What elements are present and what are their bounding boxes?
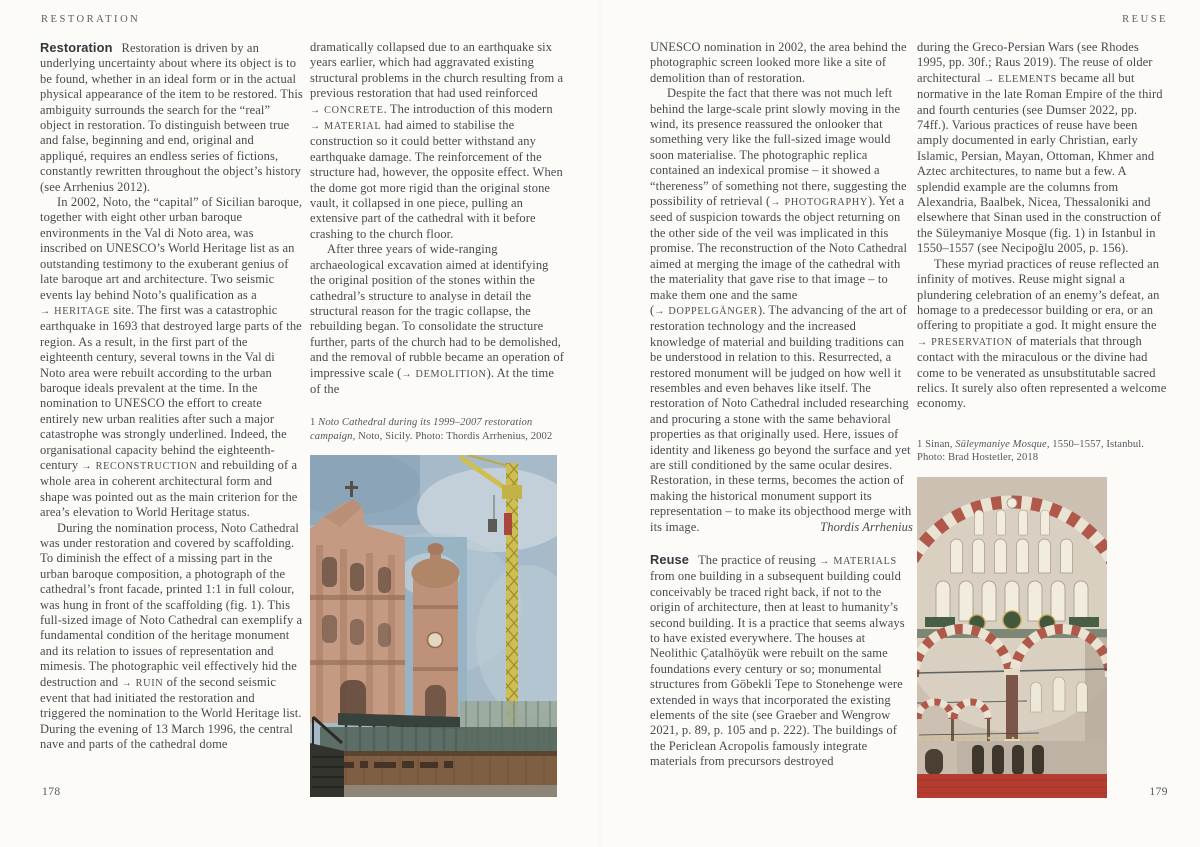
page-number-178: 178 xyxy=(42,786,61,798)
author-signature: Thordis Arrhenius xyxy=(820,519,913,534)
entry-paragraph: Restoration Restoration is driven by an underlying uncertainty about where its object is to be found, whether in an ideal form or in the actual physical appearance of the item to be restored. This ambiguity surrounds the search for the “real” object in restoration. To distinguish between true and false, beginning and end, original and appliqué, requires an endless series of fictions, constantly rewritten throughout the object’s history (see Arrhenius 2012). xyxy=(40,40,303,194)
paragraph: dramatically collapsed due to an earthquake six years earlier, which had aggravated existing structural problems in the church resulting from a previous restoration that had used reinforced → CONCRETE. The introduction of this modern → MATERIAL had aimed to stabilise the construction so it could better withstand any earthquake damage. The reinforcement of the structure had, however, the opposite effect. When the dome got more rigid than the original stone vault, it collapsed in one piece, pulling an extensive part of the cathedral with it before crashing to the church floor. xyxy=(310,40,564,241)
text-column-3 xyxy=(650,40,913,770)
suleymaniye-mosque-photo xyxy=(917,477,1170,798)
cross-reference: → PHOTOGRAPHY xyxy=(770,197,868,209)
cross-reference: → MATERIAL xyxy=(310,121,382,133)
figure-caption-suleymaniye: 1 Sinan, Süleymaniye Mosque, 1550–1557, Istanbul. Photo: Brad Hostetler, 2018 xyxy=(917,438,1145,464)
cross-reference: → HERITAGE xyxy=(40,305,110,317)
paragraph: These myriad practices of reuse reflected an infinity of motives. Reuse might signal a plundering celebration of an enemy’s defeat, an homage to a predecessor building or era, or an offering to propitiate a god. It might ensure the → PRESERVATION of materials that through contact with the miraculous or the divine had come to be venerated as unsubstitutable sacred relics. It surely also often represented a welcome economy. xyxy=(917,256,1167,411)
paragraph: In 2002, Noto, the “capital” of Sicilian baroque, together with eight other urban baroque environments in the Val di Noto area, was inscribed on UNESCO’s World Heritage list as an outstanding testimony to the exuberant genius of late baroque art and architecture. Two seismic events lay behind Noto’s qualification as a → HERITAGE site. The first was a catastrophic earthquake in 1693 that destroyed large parts of the region. As a result, in the first part of the eighteenth century, several towns in the Val di Noto area were rebuilt according to the urban baroque ideals prevalent at the time. In the nomination to UNESCO the effort to create entirely new urban realities after such a major catastrophe was strongly underlined. Indeed, the organisational capacity behind the eighteenth-century → RECONSTRUCTION and rebuilding of a whole area in coherent architectural form and shape was pointed out as the main criterion for the area’s elevation to World Heritage status. xyxy=(40,195,303,520)
cross-reference: → ELEMENTS xyxy=(983,73,1058,85)
page-gutter xyxy=(598,0,602,847)
running-head-reuse: REUSE xyxy=(1122,14,1168,25)
paragraph: During the nomination process, Noto Cathedral was under restoration and covered by scaffolding. To diminish the effect of a missing part in the urban baroque composition, a photograph of the cathedral’s front facade, printed 1:1 in full colour, was hung in front of the scaffolding (fig. 1). This full-sized image of Noto Cathedral can exemplify a fundamental condition of the heritage monument and its relation to issues of representation and mimesis. The photographic veil effectively hid the destruction and → RUIN of the second seismic event that had initiated the restoration and triggered the nomination to the World Heritage list. During the evening of 13 March 1996, the central nave and parts of the cathedral dome xyxy=(40,520,303,752)
cross-reference: → MATERIALS xyxy=(819,556,897,567)
paragraph: After three years of wide-ranging archaeological excavation aimed at identifying the original position of the stones within the cathedral’s structure to analyse in detail the structural reason for the tragic collapse, the rebuilding began. To consolidate the structure further, parts of the church had to be demolished, and the removal of rubble became an operation of impressive scale (→ DEMOLITION). At the time of the xyxy=(310,242,564,396)
cross-reference: → RUIN xyxy=(121,677,164,689)
figure-caption-noto: 1 Noto Cathedral during its 1999–2007 restoration campaign, Noto, Sicily. Photo: Thordis Arrhenius, 2002 xyxy=(310,417,553,442)
entry-headword: Reuse xyxy=(650,552,690,567)
entry-paragraph: Reuse The practice of reusing → MATERIALS from one building in a subsequent building could conceivably be traced right back, if not to the origin of architecture, then at least to humanity’s second building. It is a practice that seems always to have existed everywhere. The houses at Neolithic Çatalhöyük were rebuilt on the same foundations every century or so; monumental structures from Göbekli Tepe to Stonehenge were extended in ways that incorporated the existing elements of the site (see Graeber and Wengrow 2021, p. 89, p. 105 and p. 222). The buildings of the Periclean Acropolis famously integrate materials from precursors destroyed xyxy=(650,552,905,769)
noto-cathedral-photo xyxy=(310,455,566,797)
running-head-restoration: RESTORATION xyxy=(41,14,141,25)
cross-reference: → DOPPELGÄNGER xyxy=(654,305,758,317)
text-column-1 xyxy=(40,40,303,753)
cross-reference: → CONCRETE xyxy=(310,104,384,116)
paragraph: Despite the fact that there was not much left behind the large-scale print slowly moving in the wind, its presence reassured the onlooker that something very like the full-sized image would soon materialise. The photographic replica contained an indexical promise – it showed a “thereness” of something not there, suggesting the possibility of retrieval (→ PHOTOGRAPHY). Yet a seed of suspicion towards the object returning on the other side of the veil was implicated in this promise. The reconstruction of the Noto Cathedral aimed at merging the image of the cathedral with the materiality that gave rise to that image – to make them one and the same (→ DOPPELGÄNGER). The advancing of the art of restoration technology and the increased knowledge of material and building traditions can be understood in relation to this. Resurrected, a restored monument will be judged on how well it resembles and even behaves like itself. The restoration of Noto Cathedral included researching and procuring a stone with the same behavioral properties as that originally used. Here, issues of identity and likeness go beyond the surface and yet are still conditioned by the same ocular desires. Restoration, in these terms, becomes the action of making the historical monument support its representation – to make its objecthood merge with its image. Thordis Arrhenius xyxy=(650,86,913,534)
page-number-179: 179 xyxy=(1149,786,1168,798)
entry-headword: Restoration xyxy=(40,40,113,55)
paragraph: UNESCO nomination in 2002, the area behind the photographic screen looked more like a site of demolition than of restoration. xyxy=(650,40,907,85)
cross-reference: → RECONSTRUCTION xyxy=(81,460,198,472)
noto-cathedral-illustration xyxy=(310,455,557,797)
cross-reference: → PRESERVATION xyxy=(917,336,1013,348)
suleymaniye-mosque-illustration xyxy=(917,477,1107,798)
paragraph: during the Greco-Persian Wars (see Rhodes 1995, pp. 30f.; Raus 2019). The reuse of older architectural → ELEMENTS became all but normative in the late Roman Empire of the third and fourth centuries (see Dumser 2022, pp. 74ff.). Various practices of reuse have been amply documented in early Christian, early Islamic, Persian, Mayan, Ottoman, Khmer and Aztec architectures, to name but a few. A splendid example are the columns from Alexandria, Baalbek, Nicea, Thessaloniki and elsewhere that Sinan used in the construction of the Süleymaniye Mosque (fig. 1) in Istanbul in 1550–1557 (see Necipoğlu 2005, p. 156). xyxy=(917,40,1163,256)
text-column-2 xyxy=(310,40,566,797)
cross-reference: → DEMOLITION xyxy=(401,368,487,380)
text-column-4 xyxy=(917,40,1170,798)
